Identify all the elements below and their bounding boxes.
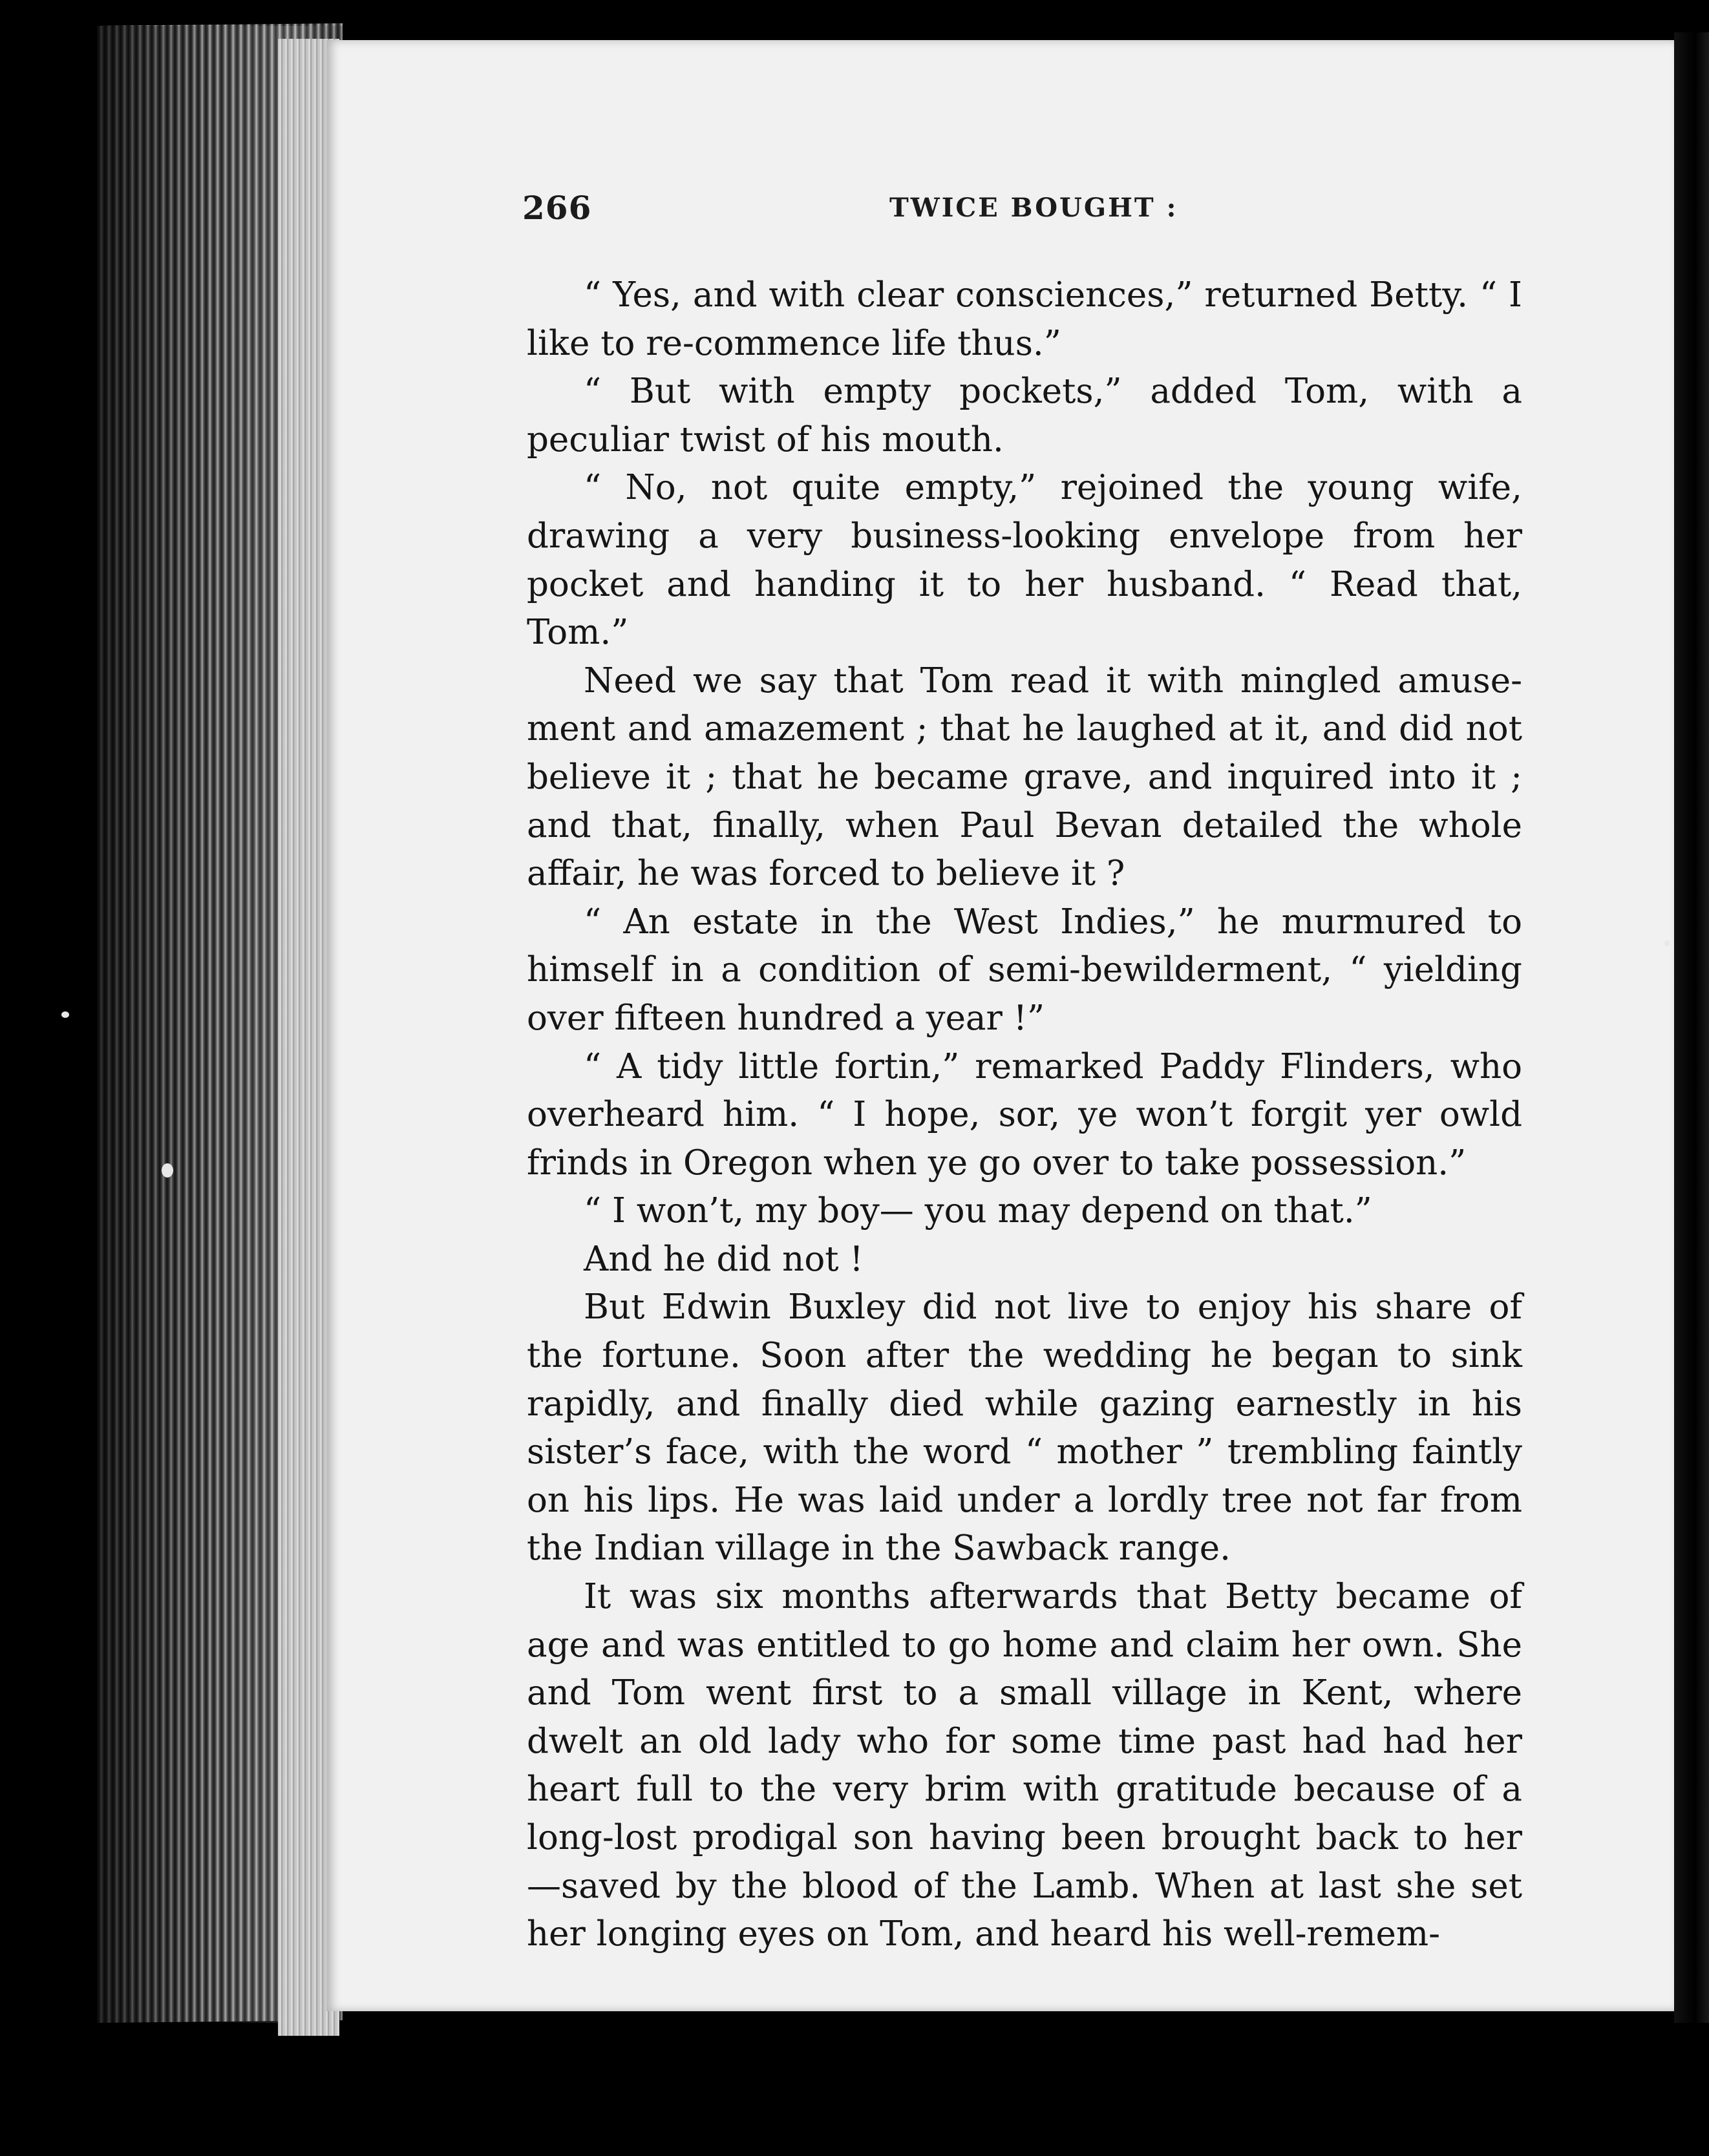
- running-head: TWICE BOUGHT :: [889, 193, 1178, 223]
- paragraph: “ An estate in the West Indies,” he murmured to himself in a condition of semi-bewilderment, “ yielding over fifteen hundred a year !”: [527, 902, 1522, 1038]
- paragraph: It was six months afterwards that Betty became of age and was entitled to go home and claim her own. She and Tom went first to a small village in Kent, where dwelt an old lady who for some time past had had her heart full to the very brim with gratitude because of a long-lost prodigal son having been brought back to her —saved by the blood of the Lamb. When at last she set her longing eyes on Tom, and heard his well-remem-: [527, 1577, 1522, 1954]
- page-number: 266: [522, 189, 592, 227]
- paragraph: “ A tidy little fortin,” remarked Paddy Flinders, who overheard him. “ I hope, sor, ye won’t forgit yer owld frinds in Oregon when ye go over to take possession.”: [527, 1046, 1522, 1183]
- dust-speck: [61, 1011, 69, 1018]
- paragraph: “ No, not quite empty,” rejoined the young wife, drawing a very business-looking envelope from her pocket and handing it to her husband. “ Read that, Tom.”: [527, 468, 1522, 653]
- paragraph: “ Yes, and with clear consciences,” returned Betty. “ I like to re-commence life thus.”: [527, 275, 1522, 363]
- body-text: [527, 271, 1522, 1959]
- paragraph: “ I won’t, my boy— you may depend on that.”: [584, 1191, 1372, 1231]
- paragraph: “ But with empty pockets,” added Tom, with a peculiar twist of his mouth.: [527, 372, 1522, 460]
- paragraph: And he did not !: [584, 1239, 864, 1279]
- page-header: [522, 189, 1518, 234]
- dust-speck: [162, 1163, 173, 1178]
- paragraph: But Edwin Buxley did not live to enjoy his share of the fortune. Soon after the wedding he began to sink rapidly, and finally died while gazing earnestly in his sister’s face, with the word “ mother ” trembling faintly on his lips. He was laid under a lordly tree not far from the Indian village in the Sawback range.: [527, 1287, 1522, 1569]
- paragraph: Need we say that Tom read it with mingled amusement and amazement ; that he laughed at it, and did not believe it ; that he became grave, and inquired into it ; and that, finally, when Paul Bevan detailed the whole affair, he was forced to believe it ?: [527, 661, 1522, 894]
- right-page-rim: [1674, 32, 1709, 2023]
- dust-speck: [1664, 940, 1670, 946]
